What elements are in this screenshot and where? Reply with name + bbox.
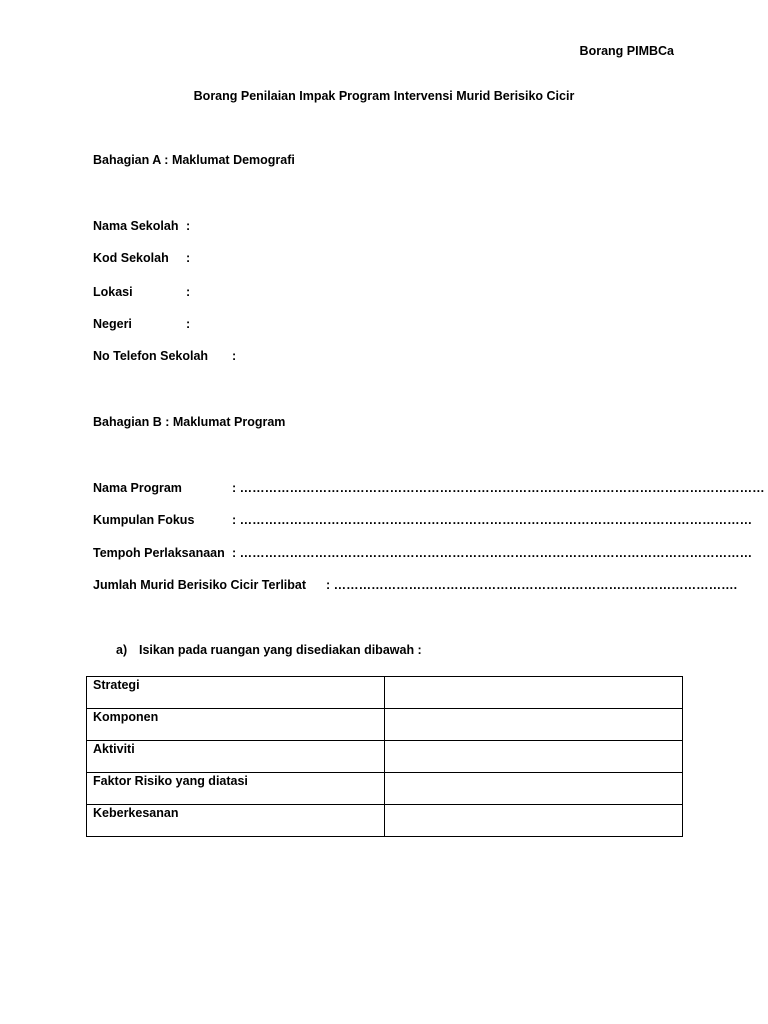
risk-factor-label-cell: Faktor Risiko yang diatasi: [87, 773, 385, 805]
at-risk-count-blank[interactable]: : …………………………………………………………………………………….: [326, 578, 738, 592]
table-row: [87, 741, 683, 773]
focus-group-blank[interactable]: : ……………………………………………………………………………………………………………: [232, 513, 753, 527]
form-title: Borang Penilaian Impak Program Intervensi Murid Berisiko Cicir: [193, 89, 575, 103]
state-colon: :: [186, 317, 191, 331]
instruction-marker: a): [116, 643, 128, 657]
school-name-label: Nama Sekolah: [93, 219, 179, 233]
table-row: [87, 677, 683, 709]
program-detail-table: [86, 676, 683, 837]
table-row: [87, 773, 683, 805]
activity-input-cell[interactable]: [385, 741, 683, 773]
school-code-label: Kod Sekolah: [93, 251, 169, 265]
section-b-heading: Bahagian B : Maklumat Program: [93, 415, 286, 429]
instruction-text: Isikan pada ruangan yang disediakan dibawah :: [139, 643, 422, 657]
table-row: [87, 709, 683, 741]
implementation-period-label: Tempoh Perlaksanaan: [93, 546, 225, 560]
implementation-period-blank[interactable]: : ……………………………………………………………………………………………………………: [232, 546, 753, 560]
focus-group-label: Kumpulan Fokus: [93, 513, 195, 527]
component-input-cell[interactable]: [385, 709, 683, 741]
location-label: Lokasi: [93, 285, 133, 299]
component-label-cell: Komponen: [87, 709, 385, 741]
program-name-label: Nama Program: [93, 481, 182, 495]
section-a-heading: Bahagian A : Maklumat Demografi: [93, 153, 295, 167]
school-phone-colon: :: [232, 349, 237, 363]
strategy-label-cell: Strategi: [87, 677, 385, 709]
strategy-input-cell[interactable]: [385, 677, 683, 709]
form-code: Borang PIMBCa: [579, 44, 674, 58]
school-name-colon: :: [186, 219, 191, 233]
program-name-blank[interactable]: : ………………………………………………………………………………………………………………: [232, 481, 765, 495]
location-colon: :: [186, 285, 191, 299]
at-risk-count-label: Jumlah Murid Berisiko Cicir Terlibat: [93, 578, 307, 592]
state-label: Negeri: [93, 317, 132, 331]
activity-label-cell: Aktiviti: [87, 741, 385, 773]
table-instruction: [116, 643, 422, 657]
effectiveness-input-cell[interactable]: [385, 805, 683, 837]
risk-factor-input-cell[interactable]: [385, 773, 683, 805]
table-row: [87, 805, 683, 837]
effectiveness-label-cell: Keberkesanan: [87, 805, 385, 837]
school-phone-label: No Telefon Sekolah: [93, 349, 209, 363]
school-code-colon: :: [186, 251, 191, 265]
